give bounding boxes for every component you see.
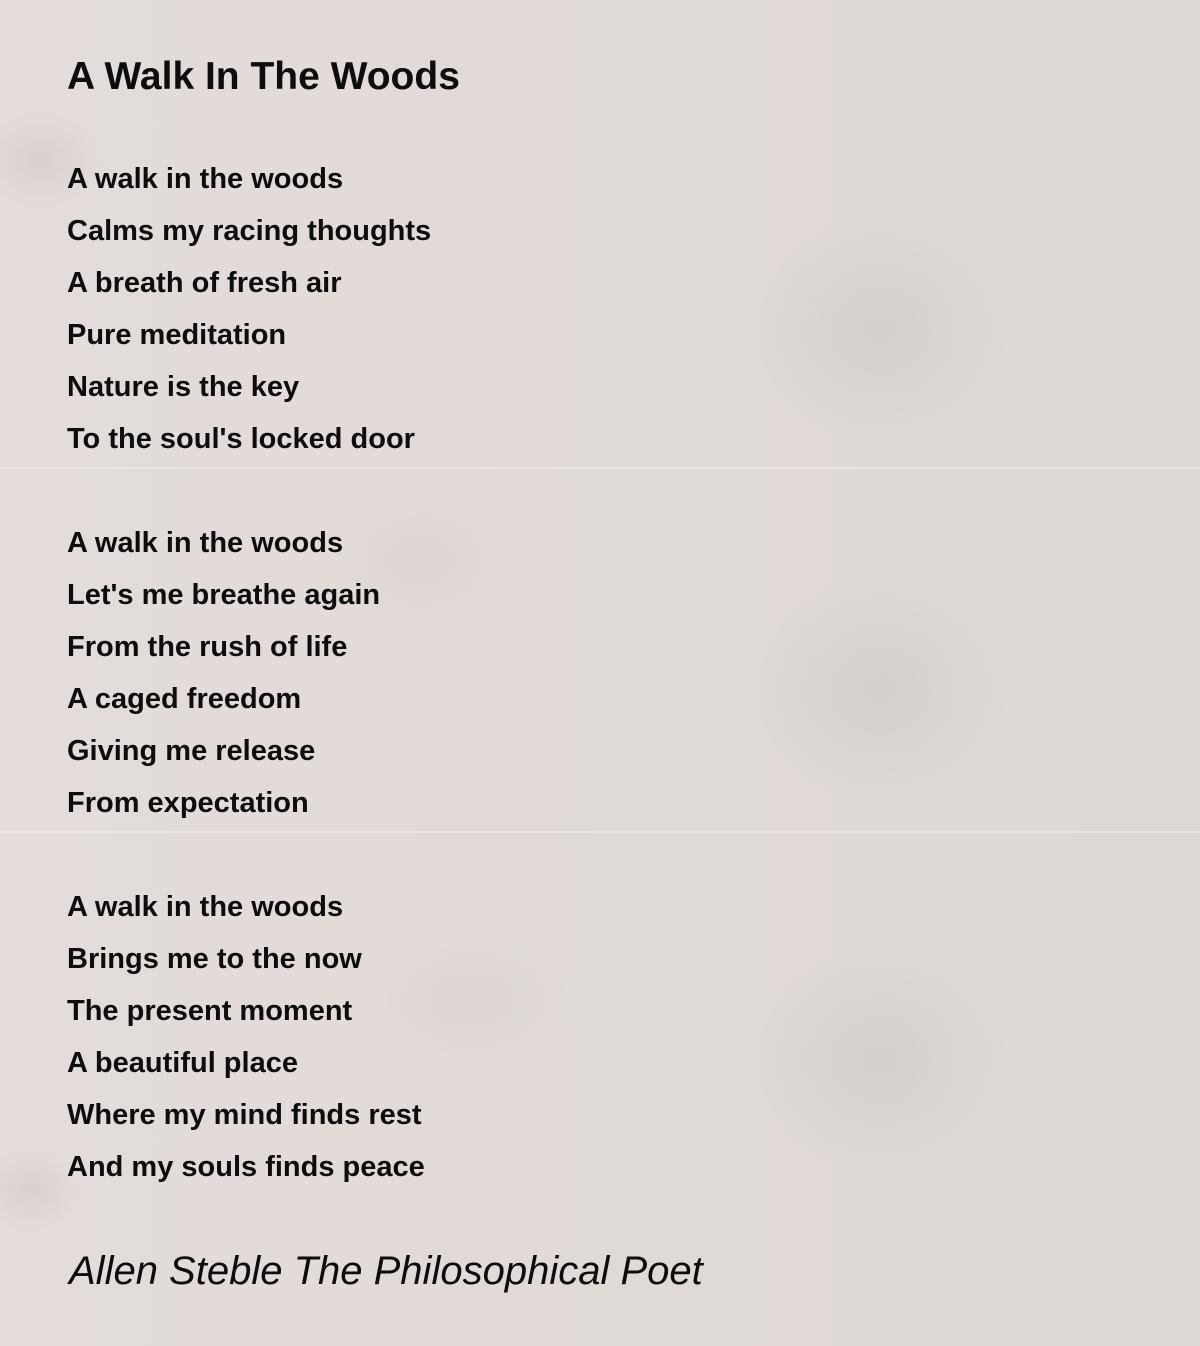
poem-line: A walk in the woods	[67, 527, 344, 559]
poem-line: Calms my racing thoughts	[67, 215, 432, 247]
poem-line: From expectation	[67, 787, 309, 819]
poem-line: And my souls finds peace	[67, 1151, 425, 1183]
poem-line: A walk in the woods	[67, 891, 344, 923]
poem-line: Giving me release	[67, 735, 316, 767]
poem-line: A caged freedom	[67, 683, 302, 715]
poem-line: Brings me to the now	[67, 943, 362, 975]
poem-line: Nature is the key	[67, 371, 300, 403]
poem-line: The present moment	[67, 995, 353, 1027]
poem-line: From the rush of life	[67, 631, 348, 663]
poem-line: A breath of fresh air	[67, 267, 342, 299]
poem-line: Let's me breathe again	[67, 579, 381, 611]
stanza-1	[67, 153, 431, 465]
poem-author: Allen Steble The Philosophical Poet	[69, 1249, 703, 1293]
poem-line: Where my mind finds rest	[67, 1099, 422, 1131]
poem-line: A walk in the woods	[67, 163, 344, 195]
poem-title: A Walk In The Woods	[67, 55, 460, 98]
poem-line: Pure meditation	[67, 319, 287, 351]
poem-line: A beautiful place	[67, 1047, 298, 1079]
stanza-2	[67, 517, 431, 829]
stanza-3	[67, 881, 431, 1193]
poem-body	[67, 153, 431, 1245]
poem-line: To the soul's locked door	[67, 423, 415, 455]
